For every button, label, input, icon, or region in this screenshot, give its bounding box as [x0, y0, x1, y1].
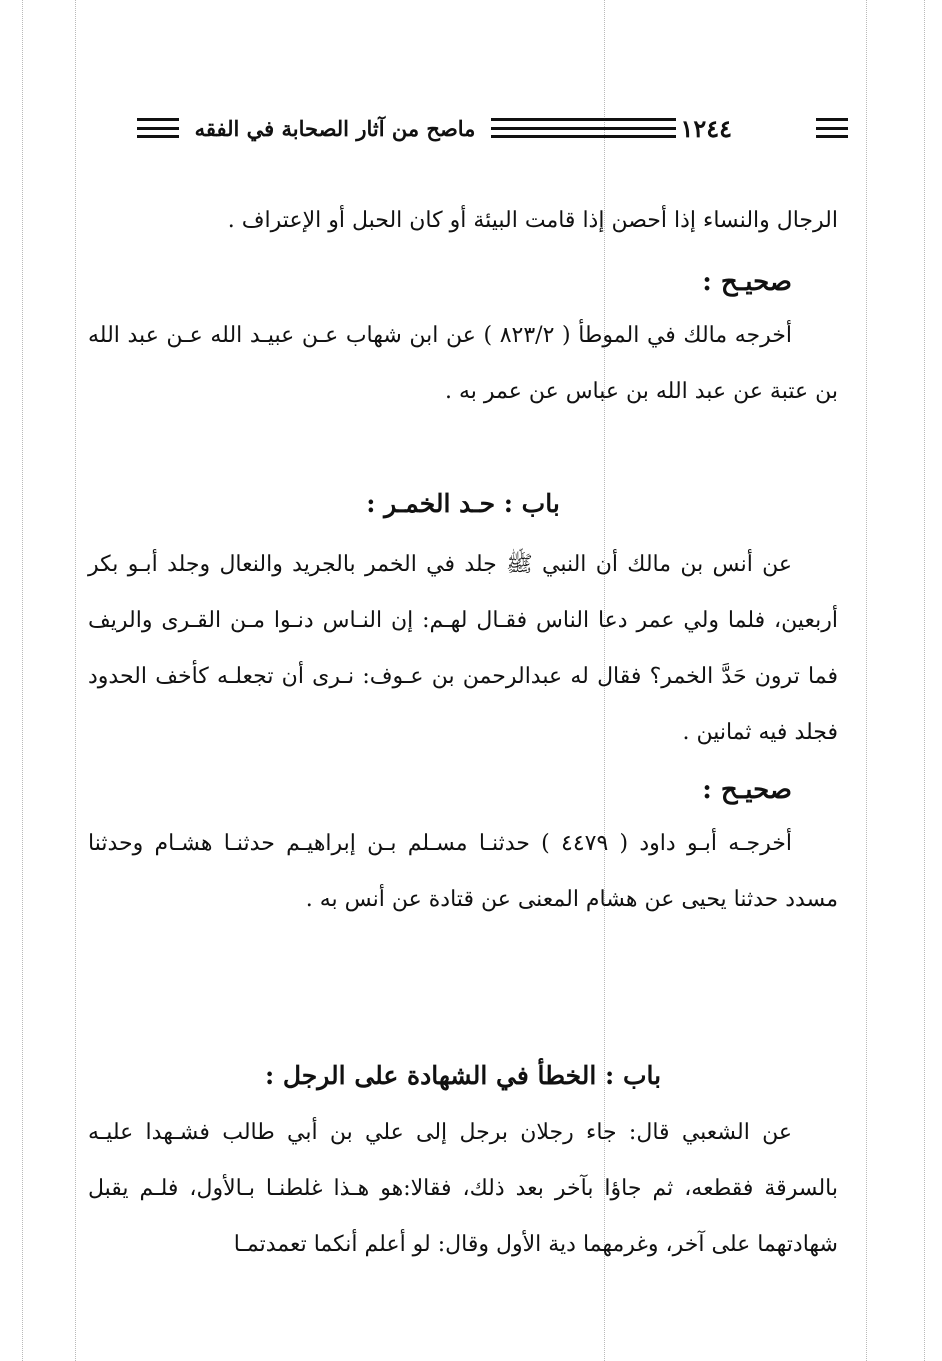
- section-heading: باب : حـد الخمـر :: [366, 489, 560, 518]
- header-ornament-left: [137, 118, 179, 138]
- header-ornament-middle: [491, 118, 676, 138]
- header-ornament-right: [816, 118, 848, 138]
- takhrij-paragraph: أخرجه مالك في الموطأ ( ٨٢٣/٢ ) عن ابن شهاب عـن عبيـد الله عـن عبد الله بن عتبة عن عبد الله بن عباس عن عمر به .: [88, 323, 838, 404]
- hadith-paragraph: عن الشعبي قال: جاء رجلان برجل إلى علي بن أبي طالب فشـهدا عليـه بالسرقة فقطعه، ثم جاؤا بآخر بعد ذلك، فقالا:هو هـذا غلطنـا بـالأول، فلـم يقبل شهادتهما على آخر، وغرمهما دية الأول وقال: لو أعلم أنكما تعمدتمـا: [88, 1120, 838, 1257]
- page-number: ١٢٤٤: [680, 113, 732, 143]
- takhrij-paragraph: أخرجـه أبـو داود ( ٤٤٧٩ ) حدثنـا مسـلم بـن إبراهيـم حدثنـا هشـام وحدثنا مسدد حدثنا يحيى عن هشام المعنى عن قتادة عن أنس به .: [88, 831, 838, 912]
- book-title: ماصح من آثار الصحابة في الفقه: [194, 115, 476, 141]
- grading-label: صحيـح :: [702, 775, 792, 805]
- section-heading: باب : الخطأ في الشهادة على الرجل :: [264, 1061, 662, 1090]
- margin-dotted-line-left-inner: [75, 0, 76, 1361]
- paragraph-continuation: الرجال والنساء إذا أحصن إذا قامت البيئة أو كان الحبل أو الإعتراف .: [227, 208, 838, 233]
- margin-dotted-line-right-outer: [924, 0, 925, 1361]
- margin-dotted-line-right-inner: [866, 0, 867, 1361]
- margin-dotted-line-left-outer: [22, 0, 23, 1361]
- page-header: [88, 108, 848, 148]
- grading-label: صحيـح :: [702, 267, 792, 297]
- hadith-paragraph: عن أنس بن مالك أن النبي ﷺ جلد في الخمر بالجريد والنعال وجلد أبـو بكر أربعين، فلما ولي عمر دعا الناس فقـال لهـم: إن النـاس دنـوا مـن القـرى والريف فما ترون حَدَّ الخمر؟ فقال له عبدالرحمن بن عـوف: نـرى أن تجعلـه كأخف الحدود فجلد فيه ثمانين .: [88, 552, 838, 745]
